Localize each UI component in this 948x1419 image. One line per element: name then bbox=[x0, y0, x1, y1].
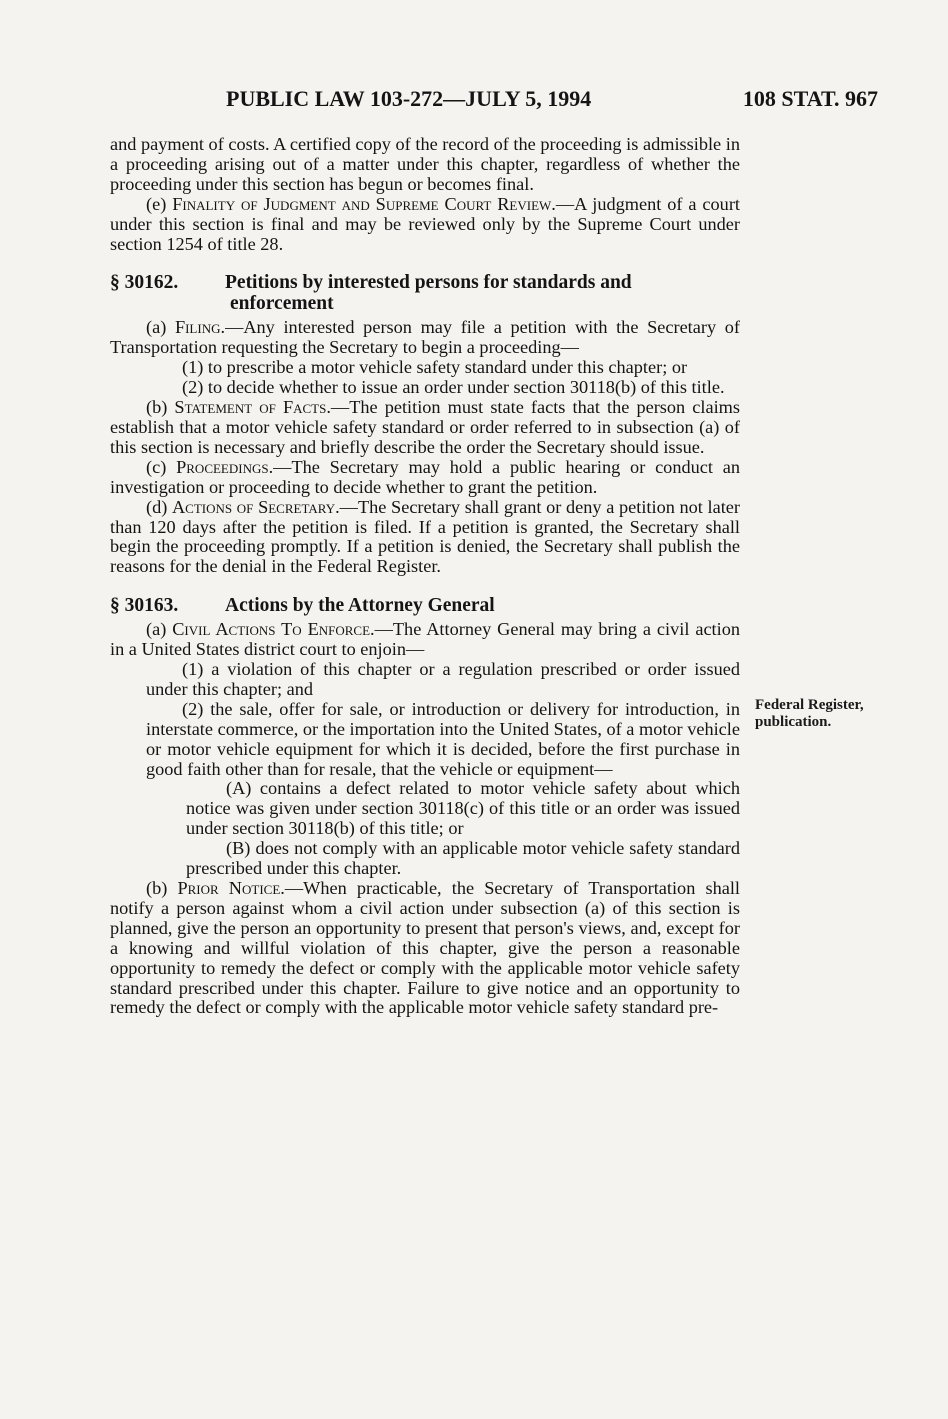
subsection-a: (a) Civil Actions To Enforce.—The Attorney General may bring a civil action in a United States district court to enjoin— bbox=[110, 619, 740, 660]
paragraph-2: (2) the sale, offer for sale, or introduction or delivery for introduction, in interstate commerce, or the importation into the United States, of a motor vehicle or motor vehicle equipment for which it is decided, before the first purchase in good faith other than for resale, that the vehicle or equipment— bbox=[146, 698, 740, 779]
paragraph-2: (2) to decide whether to issue an order under section 30118(b) of this title. bbox=[182, 377, 725, 398]
subsection-heading: Statement of Facts. bbox=[174, 397, 331, 418]
subsection-c: (c) Proceedings.—The Secretary may hold a public hearing or conduct an investigation or proceeding to decide whether to grant the petition. bbox=[110, 456, 740, 497]
section-title: Actions by the Attorney General bbox=[225, 595, 495, 617]
subsection-heading: Actions of Secretary. bbox=[171, 496, 340, 517]
stat-page-ref: 108 STAT. 967 bbox=[742, 86, 878, 111]
subsection-heading: Civil Actions To Enforce. bbox=[172, 619, 375, 640]
section-30162-heading bbox=[110, 272, 740, 314]
subsection-a: (a) Filing.—Any interested person may file a petition with the Secretary of Transportation requesting the Secretary to begin a proceeding— bbox=[110, 317, 740, 358]
subsection-d: (d) Actions of Secretary.—The Secretary shall grant or deny a petition not later than 120 days after the petition is filed. If a petition is granted, the Secretary shall begin the proceeding promptly. If a petition is denied, the Secretary shall publish the reasons for the denial in the Federal Register. bbox=[110, 496, 741, 577]
subsection-heading: Filing. bbox=[174, 317, 226, 338]
subsection-heading: Prior Notice. bbox=[177, 878, 285, 898]
subparagraph-A: (A) contains a defect related to motor vehicle safety about which notice was given under section 30118(c) of this title or an order was issued under section 30118(b) of this title; or bbox=[186, 778, 740, 839]
subsection-b: (b) Prior Notice.—When practicable, the Secretary of Transportation shall notify a person against whom a civil action under subsection (a) of this section is planned, give the person an opportunity to present that person's views, and, except for a knowing and willful violation of this chapter, give the person a reasonable opportunity to remedy the defect or comply with the applicable motor vehicle safety standard prescribed under this chapter. Failure to give notice and an opportunity to remedy the defect or comply with the applicable motor vehicle safety standard pre- bbox=[110, 878, 740, 1018]
page-header bbox=[226, 86, 878, 112]
subsection-b: (b) Statement of Facts.—The petition must state facts that the person claims establish that a motor vehicle safety standard or order referred to in subsection (a) of this section is necessary and briefly describe the order the Secretary should issue. bbox=[110, 397, 741, 457]
running-title: PUBLIC LAW 103-272—JULY 5, 1994 bbox=[226, 86, 592, 111]
body-text bbox=[110, 135, 740, 1018]
paragraph-1: (1) a violation of this chapter or a regulation prescribed or order issued under this chapter; and bbox=[146, 659, 740, 699]
subsection-e: (e) Finality of Judgment and Supreme Court Review.—A judgment of a court under this section is final and may be reviewed only by the Supreme Court under section 1254 of title 28. bbox=[110, 193, 740, 254]
subsection-heading: Finality of Judgment and Supreme Court Review. bbox=[172, 193, 556, 214]
subparagraph-B: (B) does not comply with an applicable motor vehicle safety standard prescribed under this chapter. bbox=[186, 838, 740, 879]
section-title: Petitions by interested persons for standards and enforcement bbox=[225, 272, 632, 315]
section-30163-heading bbox=[110, 595, 740, 616]
section-number: § 30162. bbox=[110, 272, 179, 294]
margin-note: Federal Register, publication. bbox=[755, 697, 864, 730]
section-number: § 30163. bbox=[110, 595, 179, 617]
subsection-heading: Proceedings. bbox=[176, 456, 274, 477]
paragraph-1: (1) to prescribe a motor vehicle safety standard under this chapter; or bbox=[182, 357, 688, 378]
paragraph-continuation: and payment of costs. A certified copy of the record of the proceeding is admissible in a proceeding arising out of a matter under this chapter, regardless of whether the proceeding under this section has begun or becomes final. bbox=[110, 134, 740, 194]
